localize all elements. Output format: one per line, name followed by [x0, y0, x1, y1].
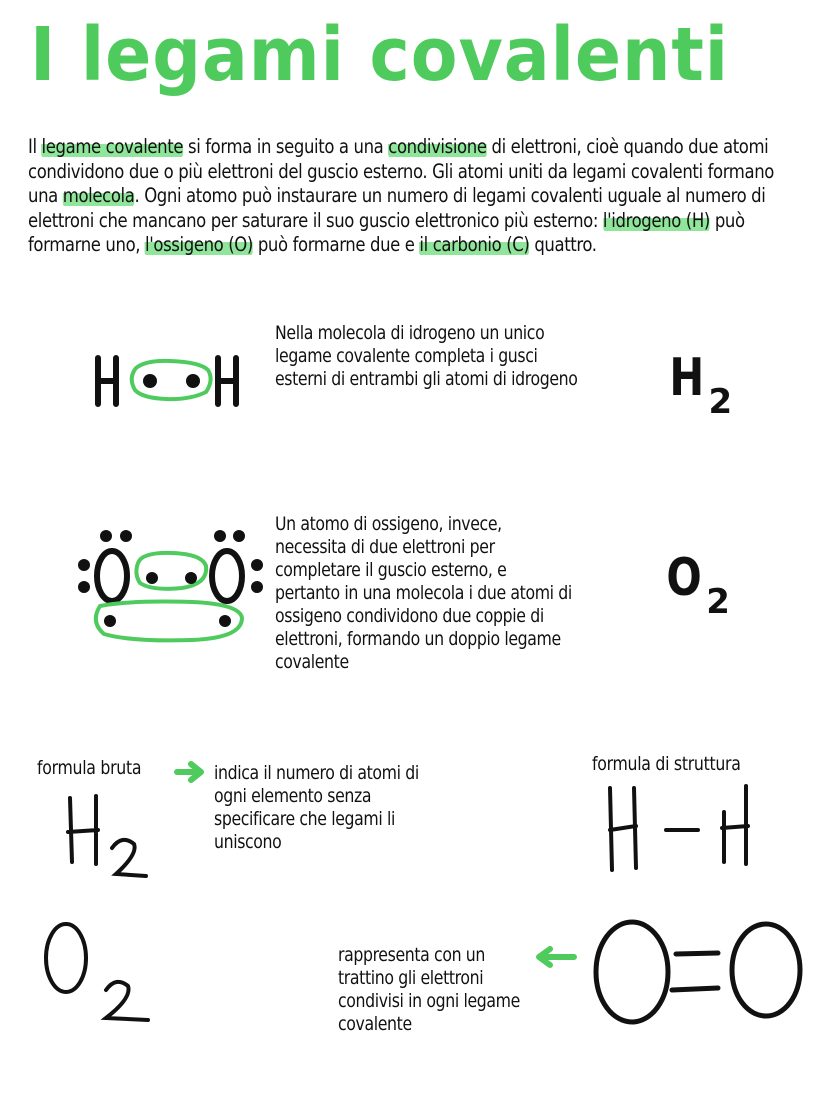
intro-text: può formarne uno,	[28, 208, 745, 256]
formula-bruta-description: indica il numero di atomi di ogni elemento senza specificare che legami li uniscono	[214, 762, 419, 853]
hydrogen-formula	[665, 348, 733, 422]
h-h-structural-formula	[600, 782, 770, 877]
oxygen-lewis-diagram	[72, 528, 272, 648]
arrow-left-icon	[534, 946, 578, 968]
oxygen-formula	[662, 548, 730, 622]
intro-text: può formarne due e	[252, 233, 420, 256]
o2-molecular-formula	[40, 920, 160, 1030]
formula-symbol: O	[666, 548, 702, 608]
highlighted-term: legame covalente	[41, 135, 184, 158]
intro-text: di elettroni, cioè quando due atomi condividono due o più elettroni del guscio esterno. Gli atomi uniti da legami covalenti formano una	[28, 135, 774, 207]
formula-struttura-label: formula di struttura	[592, 753, 741, 775]
h2-molecular-formula	[60, 790, 160, 880]
hydrogen-lewis-diagram	[90, 352, 250, 412]
oxygen-description: Un atomo di ossigeno, invece, necessita di due elettroni per completare il guscio esterno, e pertanto in una molecola i due atomi di ossigeno condividono due coppie di elettroni, formando un doppio legame covalente	[275, 513, 572, 673]
highlighted-term: l'idrogeno (H)	[602, 208, 710, 232]
o-o-structural-formula	[590, 918, 815, 1028]
arrow-right-icon	[175, 762, 207, 782]
intro-text: quattro.	[529, 233, 597, 256]
formula-subscript: 2	[706, 582, 730, 622]
formula-bruta-label: formula bruta	[37, 757, 142, 779]
highlighted-term: condivisione	[388, 135, 487, 158]
intro-text: Il	[28, 135, 42, 158]
highlighted-term: l'ossigeno (O)	[145, 233, 253, 256]
formula-symbol: H	[669, 348, 705, 408]
hydrogen-description: Nella molecola di idrogeno un unico legame covalente completa i gusci esterni di entrambi gli atomi di idrogeno	[275, 322, 578, 390]
formula-subscript: 2	[708, 382, 733, 422]
highlighted-term: il carbonio (C)	[419, 233, 530, 256]
intro-paragraph	[28, 135, 808, 258]
formula-struttura-description: rappresenta con un trattino gli elettroni condivisi in ogni legame covalente	[338, 944, 520, 1035]
intro-text: si forma in seguito a una	[183, 135, 389, 158]
highlighted-term: molecola	[62, 184, 135, 207]
page-title: I legami covalenti	[30, 12, 730, 98]
intro-text: . Ogni atomo può instaurare un numero di legami covalenti uguale al numero di elettroni che mancano per saturare il suo guscio elettronico più esterno:	[28, 184, 766, 232]
